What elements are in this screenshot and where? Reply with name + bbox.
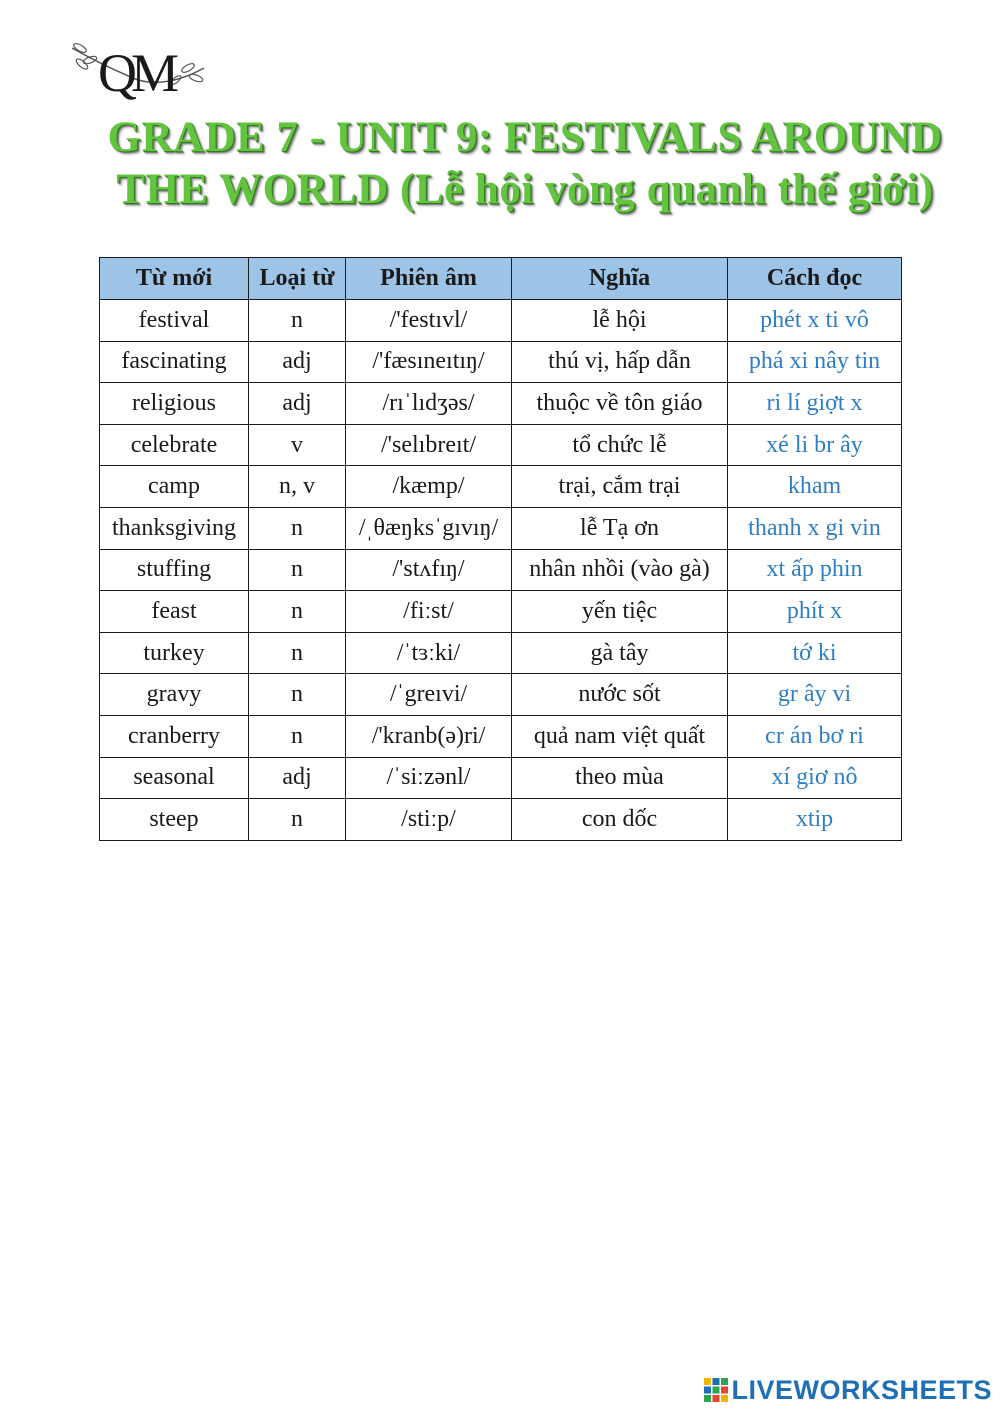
cell-reading: cr án bơ ri	[728, 715, 902, 757]
page-title	[60, 112, 990, 216]
cell-reading: xtip	[728, 799, 902, 841]
cell-word: thanksgiving	[100, 507, 249, 549]
qm-logo	[68, 38, 208, 108]
liveworksheets-brand: LIVEWORKSHEETS	[731, 1374, 992, 1405]
cell-type: n, v	[249, 466, 346, 508]
cell-word: festival	[100, 300, 249, 342]
cell-meaning: con dốc	[512, 799, 728, 841]
cell-type: n	[249, 507, 346, 549]
title-line-2: THE WORLD (Lễ hội vòng quanh thế giới)	[116, 166, 934, 213]
cell-type: n	[249, 591, 346, 633]
logo-text: QM	[98, 43, 174, 103]
table-row	[100, 424, 902, 466]
cell-meaning: yến tiệc	[512, 591, 728, 633]
cell-meaning: nước sốt	[512, 674, 728, 716]
cell-phonetic: /'kranb(ə)ri/	[346, 715, 512, 757]
table-row	[100, 674, 902, 716]
cell-meaning: thuộc về tôn giáo	[512, 383, 728, 425]
cell-reading: phá xi nây tin	[728, 341, 902, 383]
cell-meaning: gà tây	[512, 632, 728, 674]
liveworksheets-footer[interactable]	[703, 1374, 992, 1405]
table-row	[100, 300, 902, 342]
cell-word: turkey	[100, 632, 249, 674]
table-header-row	[100, 258, 902, 300]
cell-reading: kham	[728, 466, 902, 508]
cell-reading: tớ ki	[728, 632, 902, 674]
cell-type: adj	[249, 757, 346, 799]
table-body	[100, 300, 902, 841]
header-phonetic: Phiên âm	[346, 258, 512, 300]
cell-reading: thanh x gi vin	[728, 507, 902, 549]
cell-meaning: theo mùa	[512, 757, 728, 799]
cell-phonetic: /ˈtɜːki/	[346, 632, 512, 674]
cell-word: seasonal	[100, 757, 249, 799]
cell-word: cranberry	[100, 715, 249, 757]
cell-reading: xt ấp phin	[728, 549, 902, 591]
cell-type: n	[249, 674, 346, 716]
cell-phonetic: /rıˈlıdʒəs/	[346, 383, 512, 425]
cell-reading: xé li br ây	[728, 424, 902, 466]
cell-word: celebrate	[100, 424, 249, 466]
cell-meaning: thú vị, hấp dẫn	[512, 341, 728, 383]
cell-phonetic: /'stʌfıŋ/	[346, 549, 512, 591]
cell-word: camp	[100, 466, 249, 508]
cell-type: n	[249, 632, 346, 674]
header-new-word: Từ mới	[100, 258, 249, 300]
table-row	[100, 591, 902, 633]
cell-word: religious	[100, 383, 249, 425]
cell-type: n	[249, 715, 346, 757]
table-row	[100, 341, 902, 383]
cell-reading: ri lí giợt x	[728, 383, 902, 425]
cell-word: steep	[100, 799, 249, 841]
cell-reading: phét x ti vô	[728, 300, 902, 342]
header-meaning: Nghĩa	[512, 258, 728, 300]
cell-meaning: trại, cắm trại	[512, 466, 728, 508]
cell-phonetic: /'fæsıneıtıŋ/	[346, 341, 512, 383]
cell-meaning: lễ hội	[512, 300, 728, 342]
cell-type: n	[249, 549, 346, 591]
cell-phonetic: /'festıvl/	[346, 300, 512, 342]
cell-reading: phít x	[728, 591, 902, 633]
cell-word: fascinating	[100, 341, 249, 383]
header-word-type: Loại từ	[249, 258, 346, 300]
cell-phonetic: /kæmp/	[346, 466, 512, 508]
cell-type: n	[249, 300, 346, 342]
table-row	[100, 632, 902, 674]
cell-type: adj	[249, 341, 346, 383]
liveworksheets-logo-icon	[703, 1377, 729, 1403]
cell-phonetic: /ˈsiːzənl/	[346, 757, 512, 799]
table-row	[100, 507, 902, 549]
title-line-1: GRADE 7 - UNIT 9: FESTIVALS AROUND	[107, 114, 943, 161]
header-pronunciation: Cách đọc	[728, 258, 902, 300]
cell-phonetic: /'selıbreıt/	[346, 424, 512, 466]
table-row	[100, 799, 902, 841]
cell-phonetic: /stiːp/	[346, 799, 512, 841]
table-row	[100, 549, 902, 591]
cell-meaning: lễ Tạ ơn	[512, 507, 728, 549]
table-row	[100, 757, 902, 799]
cell-phonetic: /ˈgreıvi/	[346, 674, 512, 716]
cell-word: gravy	[100, 674, 249, 716]
cell-word: feast	[100, 591, 249, 633]
cell-reading: xí giơ nô	[728, 757, 902, 799]
cell-reading: gr ây vi	[728, 674, 902, 716]
cell-phonetic: /fiːst/	[346, 591, 512, 633]
cell-type: v	[249, 424, 346, 466]
cell-type: adj	[249, 383, 346, 425]
cell-phonetic: /ˌθæŋksˈgıvıŋ/	[346, 507, 512, 549]
cell-word: stuffing	[100, 549, 249, 591]
cell-meaning: quả nam việt quất	[512, 715, 728, 757]
vocabulary-table	[99, 257, 902, 841]
table-row	[100, 715, 902, 757]
table-row	[100, 383, 902, 425]
cell-meaning: nhân nhồi (vào gà)	[512, 549, 728, 591]
table-row	[100, 466, 902, 508]
cell-meaning: tổ chức lễ	[512, 424, 728, 466]
cell-type: n	[249, 799, 346, 841]
